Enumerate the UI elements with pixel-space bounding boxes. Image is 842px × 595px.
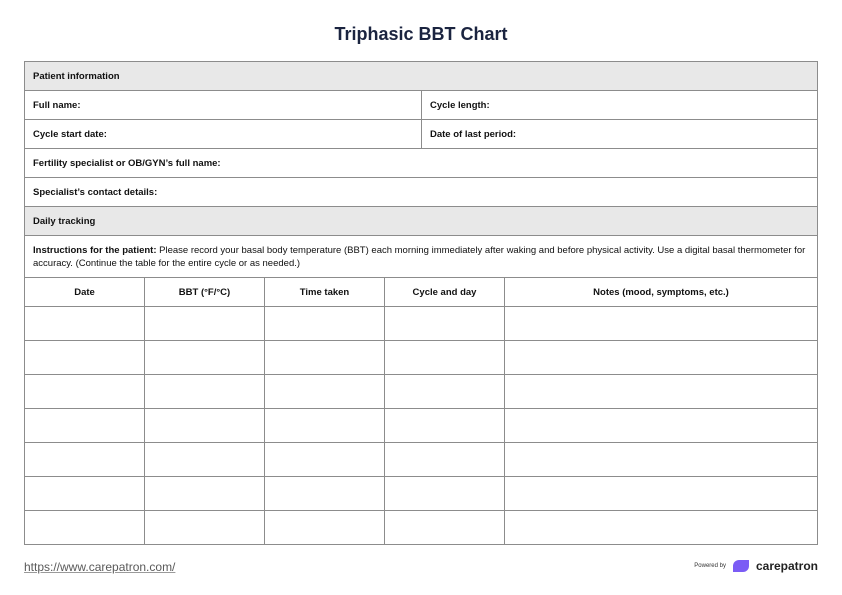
brand-badge[interactable] <box>694 558 818 574</box>
notes-cell[interactable] <box>505 341 818 375</box>
column-header-notes: Notes (mood, symptoms, etc.) <box>505 278 818 307</box>
date-cell[interactable] <box>25 307 145 341</box>
section-header-patient <box>25 62 818 91</box>
specialist-contact-field[interactable]: Specialist’s contact details: <box>25 178 818 207</box>
date-cell[interactable] <box>25 477 145 511</box>
table-row <box>25 307 818 341</box>
table-row <box>25 443 818 477</box>
bbt-cell[interactable] <box>145 341 265 375</box>
footer-url-link[interactable]: https://www.carepatron.com/ <box>24 560 176 574</box>
carepatron-logo-icon <box>731 558 751 574</box>
cycle-start-field[interactable]: Cycle start date: <box>25 120 422 149</box>
time-cell[interactable] <box>265 341 385 375</box>
date-cell[interactable] <box>25 443 145 477</box>
row-contact <box>25 178 818 207</box>
instructions-label: Instructions for the patient: <box>33 244 157 256</box>
date-cell[interactable] <box>25 375 145 409</box>
cycle-day-cell[interactable] <box>385 341 505 375</box>
row-name-length <box>25 91 818 120</box>
column-header-time: Time taken <box>265 278 385 307</box>
full-name-field[interactable]: Full name: <box>25 91 422 120</box>
date-cell[interactable] <box>25 341 145 375</box>
notes-cell[interactable] <box>505 307 818 341</box>
row-specialist <box>25 149 818 178</box>
row-dates <box>25 120 818 149</box>
cycle-day-cell[interactable] <box>385 511 505 545</box>
time-cell[interactable] <box>265 409 385 443</box>
section-header-daily <box>25 207 818 236</box>
bbt-cell[interactable] <box>145 375 265 409</box>
table-body <box>25 307 818 545</box>
bbt-form <box>24 61 818 545</box>
date-cell[interactable] <box>25 511 145 545</box>
cycle-length-field[interactable]: Cycle length: <box>422 91 818 120</box>
notes-cell[interactable] <box>505 443 818 477</box>
brand-name: carepatron <box>755 559 818 573</box>
column-header-date: Date <box>25 278 145 307</box>
bbt-cell[interactable] <box>145 477 265 511</box>
table-row <box>25 409 818 443</box>
row-instructions <box>25 236 818 278</box>
bbt-cell[interactable] <box>145 307 265 341</box>
cycle-day-cell[interactable] <box>385 477 505 511</box>
page-title: Triphasic BBT Chart <box>334 24 508 44</box>
last-period-field[interactable]: Date of last period: <box>422 120 818 149</box>
cycle-day-cell[interactable] <box>385 443 505 477</box>
time-cell[interactable] <box>265 477 385 511</box>
table-row <box>25 477 818 511</box>
powered-by-label: Powered by <box>694 563 726 569</box>
table-row <box>25 341 818 375</box>
bbt-cell[interactable] <box>145 409 265 443</box>
time-cell[interactable] <box>265 511 385 545</box>
time-cell[interactable] <box>265 307 385 341</box>
patient-info-label: Patient information <box>25 62 818 91</box>
column-header-cycle-day: Cycle and day <box>385 278 505 307</box>
cycle-day-cell[interactable] <box>385 307 505 341</box>
time-cell[interactable] <box>265 443 385 477</box>
notes-cell[interactable] <box>505 375 818 409</box>
date-cell[interactable] <box>25 409 145 443</box>
cycle-day-cell[interactable] <box>385 375 505 409</box>
instructions-text: Please record your basal body temperature (BBT) each morning immediately after waking and before physical activity. Use a digital basal thermometer for accuracy. (Continue the table for the entire cycle or as needed.) <box>33 244 806 269</box>
specialist-name-field[interactable]: Fertility specialist or OB/GYN’s full name: <box>25 149 818 178</box>
notes-cell[interactable] <box>505 511 818 545</box>
notes-cell[interactable] <box>505 477 818 511</box>
cycle-day-cell[interactable] <box>385 409 505 443</box>
table-row <box>25 375 818 409</box>
daily-tracking-label: Daily tracking <box>25 207 818 236</box>
instructions <box>25 236 818 278</box>
notes-cell[interactable] <box>505 409 818 443</box>
table-header-row <box>25 278 818 307</box>
column-header-bbt: BBT (°F/°C) <box>145 278 265 307</box>
time-cell[interactable] <box>265 375 385 409</box>
bbt-cell[interactable] <box>145 511 265 545</box>
bbt-cell[interactable] <box>145 443 265 477</box>
table-row <box>25 511 818 545</box>
